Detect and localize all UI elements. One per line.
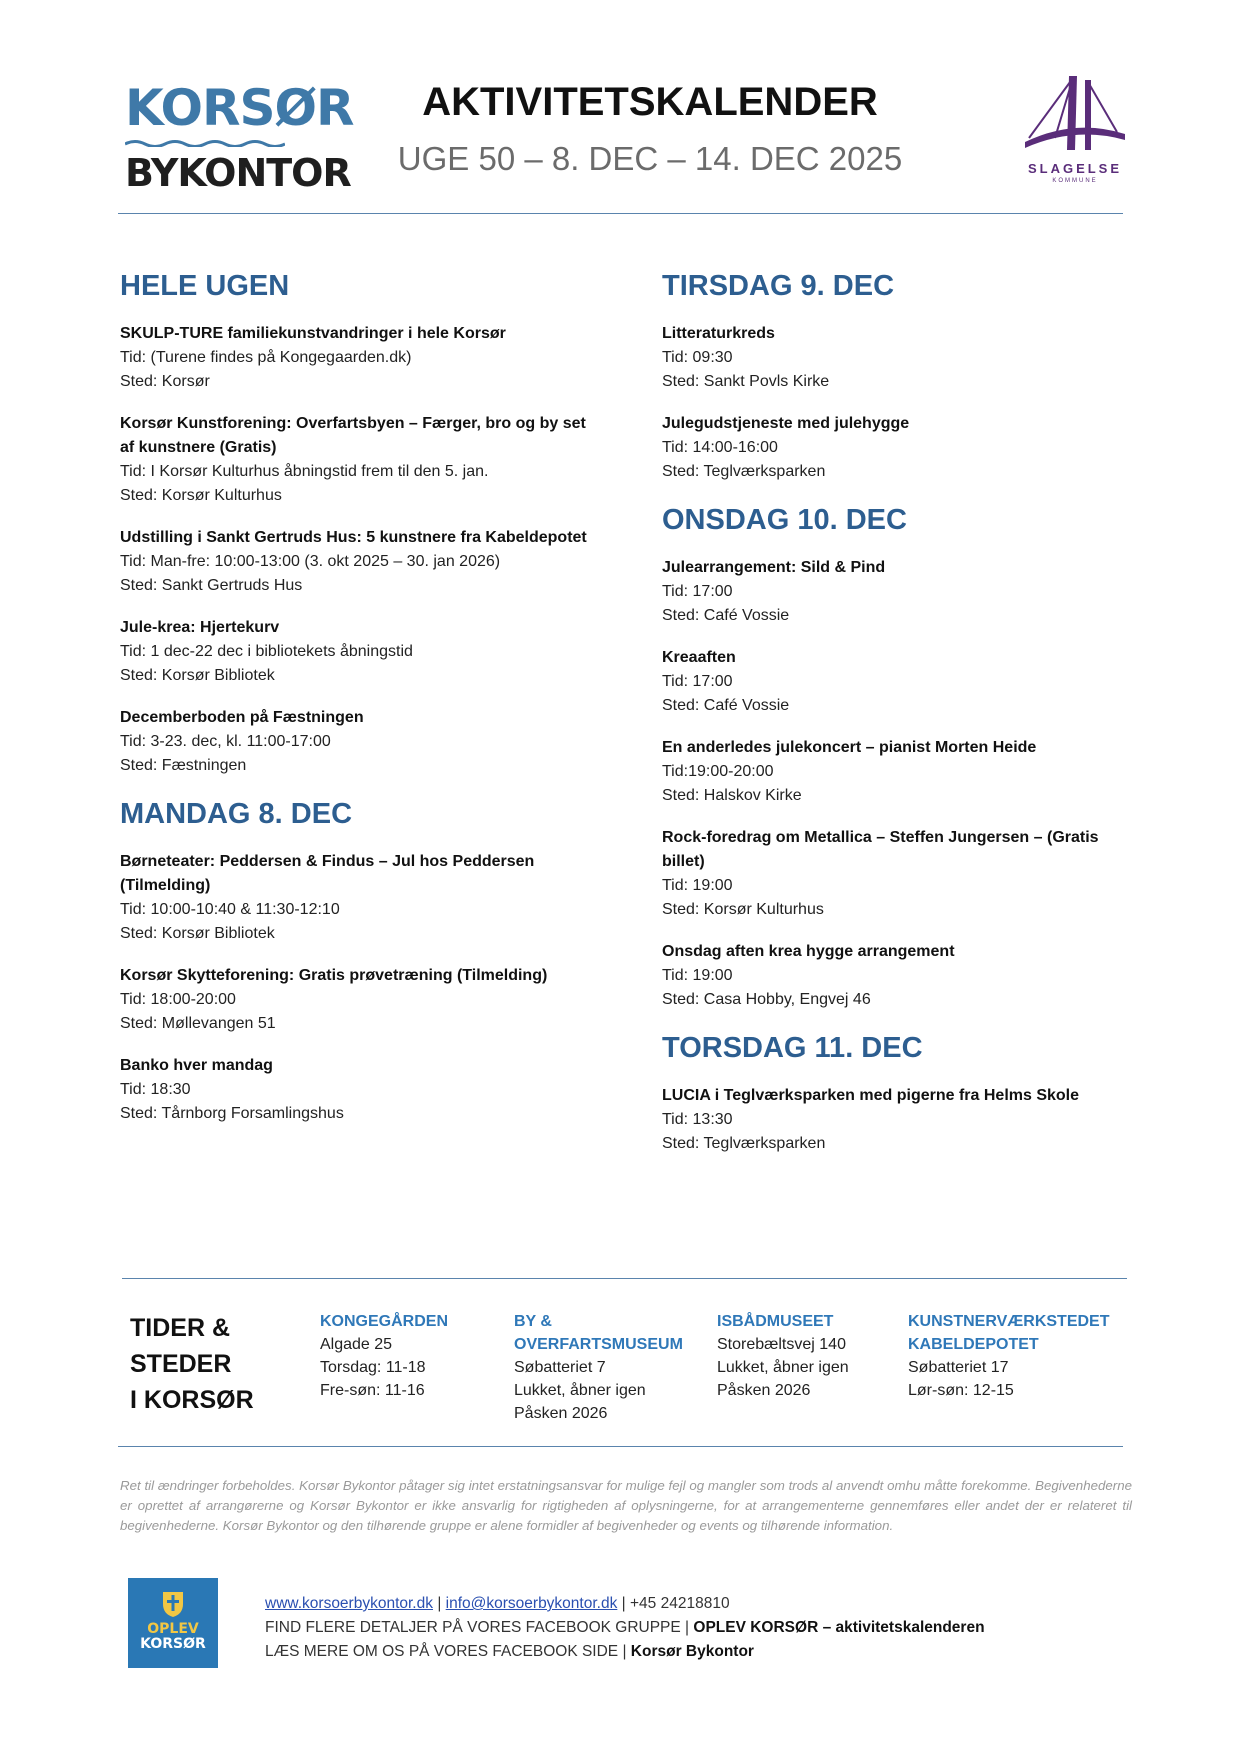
event-place: Sted: Café Vossie	[662, 607, 790, 624]
municipality-sub: KOMMUNE	[1052, 178, 1098, 184]
bridge-icon	[1025, 72, 1125, 154]
event-place: Sted: Café Vossie	[662, 697, 790, 714]
facebook-page-text: LÆS MERE OM OS PÅ VORES FACEBOOK SIDE	[265, 1643, 619, 1660]
event-name: Jule-krea: Hjertekurv	[120, 619, 280, 636]
event-name: Kreaaften	[662, 649, 736, 666]
places-divider-bottom	[118, 1446, 1123, 1447]
place-kongegaarden	[320, 1310, 500, 1402]
event-item	[662, 736, 1132, 808]
event-item	[120, 850, 590, 946]
places-heading-line: STEDER	[130, 1350, 232, 1378]
event-place: Sted: Sankt Povls Kirke	[662, 373, 830, 390]
event-place: Sted: Teglværksparken	[662, 1135, 826, 1152]
event-item	[120, 412, 590, 508]
event-name: Julegudstjeneste med julehygge	[662, 415, 910, 432]
event-item	[662, 322, 1132, 394]
place-line: Lukket, åbner igen	[514, 1382, 646, 1399]
event-item	[120, 322, 590, 394]
facebook-page-name: Korsør Bykontor	[630, 1643, 754, 1660]
event-item	[662, 646, 1132, 718]
badge-line2: KORSØR	[140, 1636, 206, 1652]
event-place: Sted: Korsør Bibliotek	[120, 925, 275, 942]
page-title: AKTIVITETSKALENDER	[422, 80, 878, 124]
event-name: LUCIA i Teglværksparken med pigerne fra Helms Skole	[662, 1087, 1080, 1104]
event-place: Sted: Korsør Kulturhus	[662, 901, 824, 918]
event-place: Sted: Halskov Kirke	[662, 787, 802, 804]
section-title: TIRSDAG 9. DEC	[662, 270, 895, 302]
event-place: Sted: Casa Hobby, Engvej 46	[662, 991, 871, 1008]
event-time: Tid: 19:00	[662, 967, 733, 984]
logo-line1: KORSØR	[125, 79, 354, 137]
separator: |	[621, 1595, 626, 1612]
place-line: Fre-søn: 11-16	[320, 1382, 425, 1399]
event-name: Rock-foredrag om Metallica – Steffen Jungersen – (Gratis billet)	[662, 829, 1099, 870]
section-title: HELE UGEN	[120, 270, 290, 302]
event-time: Tid: 3-23. dec, kl. 11:00-17:00	[120, 733, 331, 750]
event-time: Tid: 17:00	[662, 583, 733, 600]
place-line: Torsdag: 11-18	[320, 1359, 426, 1376]
event-item	[662, 940, 1132, 1012]
website-link[interactable]: www.korsoerbykontor.dk	[265, 1595, 433, 1612]
separator: |	[685, 1619, 690, 1636]
event-time: Tid: 1 dec-22 dec i bibliotekets åbningstid	[120, 643, 413, 660]
event-time: Tid: I Korsør Kulturhus åbningstid frem til den 5. jan.	[120, 463, 489, 480]
section-title: TORSDAG 11. DEC	[662, 1032, 923, 1064]
municipality-name: SLAGELSE	[1027, 161, 1123, 176]
event-time: Tid: Man-fre: 10:00-13:00 (3. okt 2025 – 30. jan 2026)	[120, 553, 501, 570]
section-title: MANDAG 8. DEC	[120, 798, 353, 830]
facebook-group-text: FIND FLERE DETALJER PÅ VORES FACEBOOK GRUPPE	[265, 1619, 681, 1636]
event-item	[662, 412, 1132, 484]
oplev-korsor-badge	[128, 1578, 218, 1668]
event-place: Sted: Tårnborg Forsamlingshus	[120, 1105, 344, 1122]
event-place: Sted: Korsør Kulturhus	[120, 487, 282, 504]
section-title: ONSDAG 10. DEC	[662, 504, 907, 536]
places-heading	[130, 1310, 254, 1418]
event-place: Sted: Teglværksparken	[662, 463, 826, 480]
right-column	[662, 268, 1132, 1174]
separator: |	[622, 1643, 627, 1660]
event-item	[120, 526, 590, 598]
place-line: Storebæltsvej 140	[717, 1336, 846, 1353]
event-time: Tid: 18:00-20:00	[120, 991, 236, 1008]
event-item	[120, 964, 590, 1036]
event-time: Tid: 10:00-10:40 & 11:30-12:10	[120, 901, 340, 918]
event-name: Korsør Kunstforening: Overfartsbyen – Færger, bro og by set af kunstnere (Gratis)	[120, 415, 586, 456]
event-place: Sted: Korsør	[120, 373, 210, 390]
event-place: Sted: Fæstningen	[120, 757, 247, 774]
event-name: SKULP-TURE familiekunstvandringer i hele Korsør	[120, 325, 506, 342]
event-name: Julearrangement: Sild & Pind	[662, 559, 886, 576]
phone-number: +45 24218810	[630, 1595, 730, 1612]
event-name: Udstilling i Sankt Gertruds Hus: 5 kunstnere fra Kabeldepotet	[120, 529, 587, 546]
event-time: Tid: 14:00-16:00	[662, 439, 778, 456]
page-subtitle: UGE 50 – 8. DEC – 14. DEC 2025	[397, 140, 903, 177]
event-name: Børneteater: Peddersen & Findus – Jul hos Peddersen (Tilmelding)	[120, 853, 535, 894]
event-time: Tid:19:00-20:00	[662, 763, 774, 780]
place-name: KUNSTNERVÆRKSTEDET KABELDEPOTET	[908, 1313, 1110, 1353]
event-item	[120, 1054, 590, 1126]
place-by-overfartsmuseum	[514, 1310, 699, 1425]
event-place: Sted: Korsør Bibliotek	[120, 667, 275, 684]
separator: |	[437, 1595, 442, 1612]
places-heading-line: TIDER &	[130, 1314, 230, 1342]
event-name: Banko hver mandag	[120, 1057, 273, 1074]
contact-block	[265, 1592, 985, 1664]
place-isbaadmuseet	[717, 1310, 897, 1402]
shield-icon	[161, 1590, 185, 1618]
place-kabeldepotet	[908, 1310, 1133, 1402]
place-line: Påsken 2026	[514, 1405, 608, 1422]
place-line: Påsken 2026	[717, 1382, 811, 1399]
event-time: Tid: 17:00	[662, 673, 733, 690]
logo-wave-icon	[125, 139, 285, 147]
facebook-group-name: OPLEV KORSØR – aktivitetskalenderen	[693, 1619, 985, 1636]
email-link[interactable]: info@korsoerbykontor.dk	[445, 1595, 618, 1612]
event-name: Litteraturkreds	[662, 325, 775, 342]
places-divider-top	[122, 1278, 1127, 1279]
left-column	[120, 268, 590, 1144]
event-time: Tid: 09:30	[662, 349, 733, 366]
event-place: Sted: Sankt Gertruds Hus	[120, 577, 303, 594]
event-place: Sted: Møllevangen 51	[120, 1015, 276, 1032]
logo-line2: BYKONTOR	[125, 151, 351, 195]
event-time: Tid: 19:00	[662, 877, 733, 894]
event-item	[120, 616, 590, 688]
event-name: Decemberboden på Fæstningen	[120, 709, 364, 726]
disclaimer-text: Ret til ændringer forbeholdes. Korsør Bykontor påtager sig intet erstatningsansvar for mulige fejl og mangler som trods al anvendt omhu måtte forekomme. Begivenhederne er oprettet af arrangørerne og Korsør Bykontor er ikke ansvarlig for rigtigheden af oplysningerne, for at arrangementerne gennemføres eller andet der er relateret til begivenhederne. Korsør Bykontor og den tilhørende gruppe er alene formidler af begivenheder og events og tilhørende information.	[120, 1478, 1132, 1533]
header-divider	[118, 213, 1123, 214]
badge-line1: OPLEV	[147, 1621, 199, 1637]
place-name: KONGEGÅRDEN	[320, 1313, 449, 1330]
event-name: Korsør Skytteforening: Gratis prøvetræning (Tilmelding)	[120, 967, 548, 984]
place-line: Søbatteriet 17	[908, 1359, 1009, 1376]
place-name: BY & OVERFARTSMUSEUM	[514, 1313, 683, 1353]
event-name: Onsdag aften krea hygge arrangement	[662, 943, 955, 960]
event-item	[120, 706, 590, 778]
place-line: Lør-søn: 12-15	[908, 1382, 1014, 1399]
korsor-bykontor-logo	[125, 79, 354, 195]
event-time: Tid: 13:30	[662, 1111, 733, 1128]
place-line: Algade 25	[320, 1336, 393, 1353]
event-time: Tid: 18:30	[120, 1081, 191, 1098]
place-line: Lukket, åbner igen	[717, 1359, 849, 1376]
event-time: Tid: (Turene findes på Kongegaarden.dk)	[120, 349, 412, 366]
event-item	[662, 826, 1132, 922]
event-name: En anderledes julekoncert – pianist Morten Heide	[662, 739, 1037, 756]
place-name: ISBÅDMUSEET	[717, 1313, 834, 1330]
places-heading-line: I KORSØR	[130, 1386, 254, 1414]
slagelse-kommune-logo	[1020, 72, 1130, 184]
place-line: Søbatteriet 7	[514, 1359, 606, 1376]
event-item	[662, 556, 1132, 628]
event-item	[662, 1084, 1132, 1156]
